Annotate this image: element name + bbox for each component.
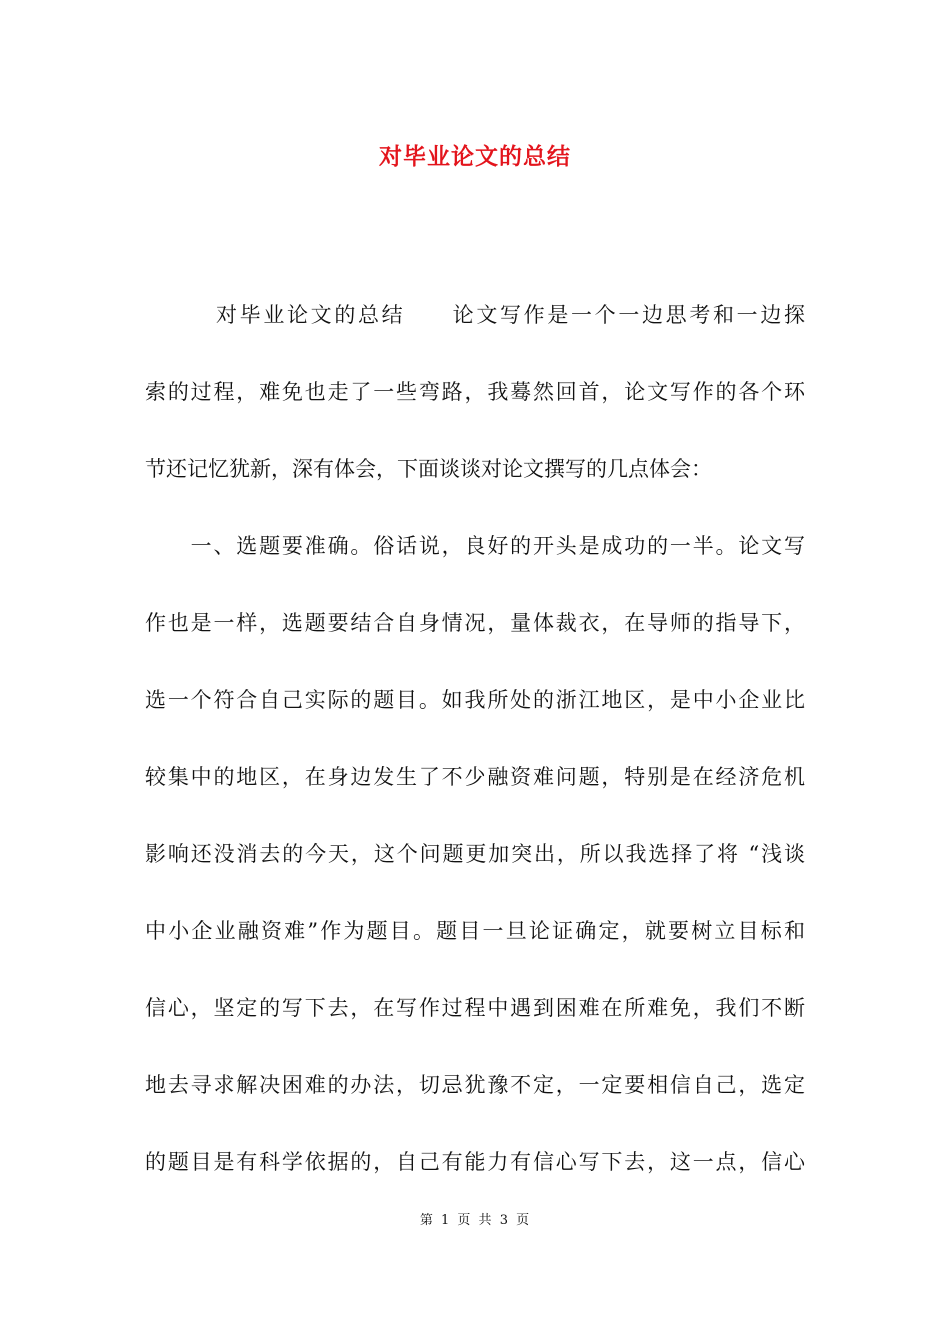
body-line: 一、选题要准确。俗话说，良好的开头是成功的一半。论文写 — [145, 534, 805, 558]
body-line: 作也是一样，选题要结合自身情况，量体裁衣，在导师的指导下， — [145, 611, 805, 635]
body-line: 对毕业论文的总结 论文写作是一个一边思考和一边探 — [145, 303, 805, 327]
body-line: 信心，坚定的写下去，在写作过程中遇到困难在所难免，我们不断 — [145, 996, 805, 1020]
body-line: 的题目是有科学依据的，自己有能力有信心写下去，这一点，信心 — [145, 1150, 805, 1174]
document-body — [145, 277, 805, 1201]
body-line: 索的过程，难免也走了一些弯路，我蓦然回首，论文写作的各个环 — [145, 380, 805, 404]
document-title: 对毕业论文的总结 — [379, 143, 571, 170]
body-line: 中小企业融资难”作为题目。题目一旦论证确定，就要树立目标和 — [145, 919, 805, 943]
body-line: 较集中的地区，在身边发生了不少融资难问题，特别是在经济危机 — [145, 765, 805, 789]
body-line: 节还记忆犹新，深有体会，下面谈谈对论文撰写的几点体会： — [145, 457, 712, 481]
body-line: 影响还没消去的今天，这个问题更加突出，所以我选择了将 “浅谈 — [145, 842, 805, 866]
body-line: 选一个符合自己实际的题目。如我所处的浙江地区，是中小企业比 — [145, 688, 805, 712]
page-number-footer: 第 1 页 共 3 页 — [419, 1213, 531, 1228]
body-line: 地去寻求解决困难的办法，切忌犹豫不定，一定要相信自己，选定 — [145, 1073, 805, 1097]
